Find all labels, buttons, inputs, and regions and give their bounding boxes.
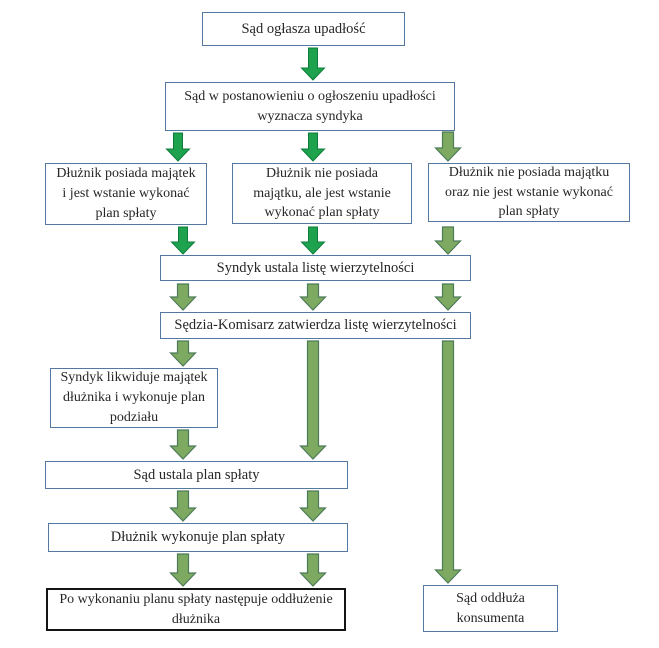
node-court-discharges-consumer: Sąd oddłuża konsumenta <box>423 585 558 632</box>
node-debtor-no-assets-can-pay: Dłużnik nie posiada majątku, ale jest wstanie wykonać plan spłaty <box>232 163 412 224</box>
arrow-court-plan-to-execute-left <box>171 491 196 521</box>
node-discharge-after-plan: Po wykonaniu planu spłaty następuje oddłużenie dłużnika <box>46 588 346 631</box>
arrow-judge-to-discharge-consumer <box>436 341 461 583</box>
arrow-execute-to-discharge-right <box>301 554 326 586</box>
arrow-appoint-to-middle-branch <box>302 133 325 161</box>
arrow-right-branch-to-list <box>436 227 461 254</box>
arrow-list-to-judge-left <box>171 284 196 310</box>
arrow-judge-to-liquidation <box>171 341 196 366</box>
node-trustee-creditor-list: Syndyk ustala listę wierzytelności <box>160 255 471 281</box>
node-court-sets-plan: Sąd ustala plan spłaty <box>45 461 348 489</box>
node-trustee-liquidates: Syndyk likwiduje majątek dłużnika i wykonuje plan podziału <box>50 368 218 428</box>
node-debtor-no-assets-cannot-pay: Dłużnik nie posiada majątku oraz nie jest wstanie wykonać plan spłaty <box>428 163 630 222</box>
arrow-appoint-to-right-branch <box>436 132 461 161</box>
node-debtor-executes-plan: Dłużnik wykonuje plan spłaty <box>48 523 348 552</box>
arrow-middle-branch-to-list <box>302 227 325 254</box>
node-court-declares-bankruptcy: Sąd ogłasza upadłość <box>202 12 405 46</box>
node-court-appoints-trustee: Sąd w postanowieniu o ogłoszeniu upadłości wyznacza syndyka <box>165 82 455 131</box>
arrow-list-to-judge-right <box>436 284 461 310</box>
node-judge-approves-list: Sędzia-Komisarz zatwierdza listę wierzytelności <box>160 312 471 339</box>
node-debtor-has-assets: Dłużnik posiada majątek i jest wstanie wykonać plan spłaty <box>45 163 207 225</box>
arrow-left-branch-to-list <box>172 227 195 254</box>
arrow-declare-to-appoint <box>302 48 325 80</box>
arrow-court-plan-to-execute-right <box>301 491 326 521</box>
arrow-judge-to-court-plan <box>301 341 326 459</box>
arrow-execute-to-discharge-left <box>171 554 196 586</box>
arrow-appoint-to-left-branch <box>167 133 190 161</box>
arrow-list-to-judge-middle <box>301 284 326 310</box>
arrow-liquidation-to-court-plan <box>171 430 196 459</box>
